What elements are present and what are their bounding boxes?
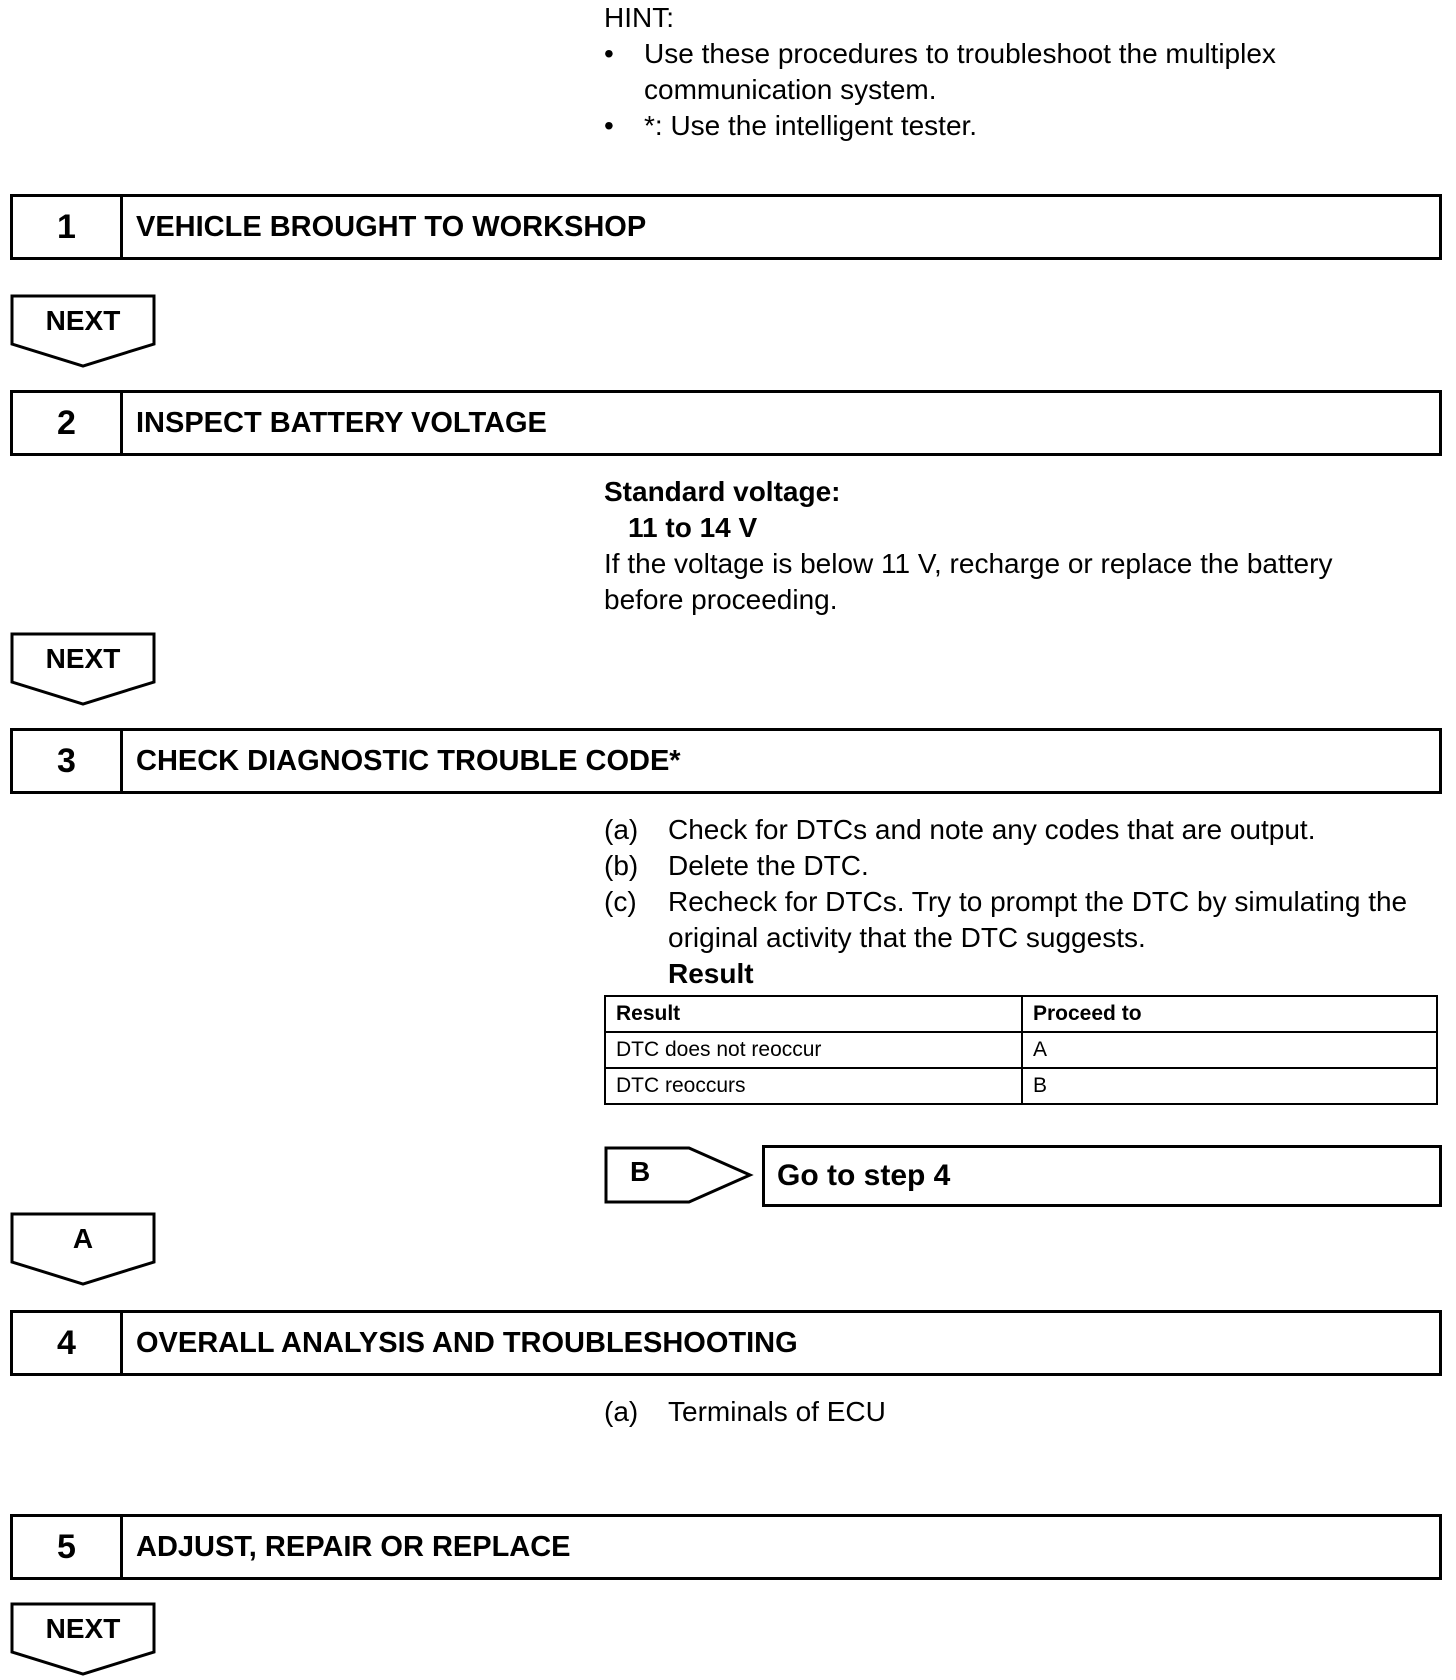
next-label: NEXT [45, 1613, 121, 1644]
bullet-dot: • [604, 110, 614, 141]
item-text: Terminals of ECU [668, 1396, 886, 1427]
step-title: OVERALL ANALYSIS AND TROUBLESHOOTING [136, 1326, 798, 1359]
step-5-header [10, 1514, 1442, 1580]
table-cell: A [1022, 1032, 1437, 1068]
result-table [604, 995, 1438, 1105]
table-cell: B [1022, 1068, 1437, 1104]
step-3-header [10, 728, 1442, 794]
next-arrow [10, 1602, 156, 1676]
step-number: 1 [13, 197, 123, 257]
go-to-step-box: Go to step 4 [762, 1145, 1442, 1207]
item-text: Check for DTCs and note any codes that are output. [668, 814, 1316, 845]
hint-bullet-text: Use these procedures to troubleshoot the multiplex communication system. [644, 38, 1276, 105]
item-text: Delete the DTC. [668, 850, 869, 881]
table-cell: DTC does not reoccur [605, 1032, 1022, 1068]
step-number: 3 [13, 731, 123, 791]
branch-a-label: A [72, 1223, 94, 1254]
hint-bullet-text: *: Use the intelligent tester. [644, 110, 978, 141]
result-heading: Result [668, 958, 754, 989]
standard-voltage-value: 11 to 14 V [628, 512, 758, 543]
step-number: 2 [13, 393, 123, 453]
step-title: VEHICLE BROUGHT TO WORKSHOP [136, 210, 647, 243]
table-header-cell: Result [605, 996, 1022, 1032]
item-letter: (a) [604, 1396, 639, 1427]
step-number: 5 [13, 1517, 123, 1577]
table-row [605, 1068, 1437, 1104]
table-header-cell: Proceed to [1022, 996, 1437, 1032]
right-arrow-shape [604, 1145, 754, 1205]
voltage-note: If the voltage is below 11 V, recharge or replace the battery before proceeding. [604, 548, 1333, 615]
table-header-row [605, 996, 1437, 1032]
branch-a-arrow [10, 1212, 156, 1286]
table-cell: DTC reoccurs [605, 1068, 1022, 1104]
branch-label: B [630, 1156, 651, 1187]
item-letter: (a) [604, 814, 639, 845]
step-1-header [10, 194, 1442, 260]
step-number: 4 [13, 1313, 123, 1373]
step-title: INSPECT BATTERY VOLTAGE [136, 406, 547, 439]
step-2-header [10, 390, 1442, 456]
next-arrow [10, 294, 156, 368]
item-letter: (c) [604, 886, 637, 917]
table-row [605, 1032, 1437, 1068]
next-arrow [10, 632, 156, 706]
hint-label: HINT: [604, 2, 674, 33]
item-letter: (b) [604, 850, 639, 881]
step-title: CHECK DIAGNOSTIC TROUBLE CODE* [136, 744, 681, 777]
branch-b-arrow [604, 1145, 754, 1205]
standard-voltage-label: Standard voltage: [604, 476, 841, 507]
item-text: Recheck for DTCs. Try to prompt the DTC by simulating the original activity that the DTC suggests. [668, 886, 1408, 953]
step-title: ADJUST, REPAIR OR REPLACE [136, 1530, 571, 1563]
step-4-header [10, 1310, 1442, 1376]
bullet-dot: • [604, 38, 614, 69]
next-label: NEXT [45, 305, 121, 336]
next-label: NEXT [45, 643, 121, 674]
